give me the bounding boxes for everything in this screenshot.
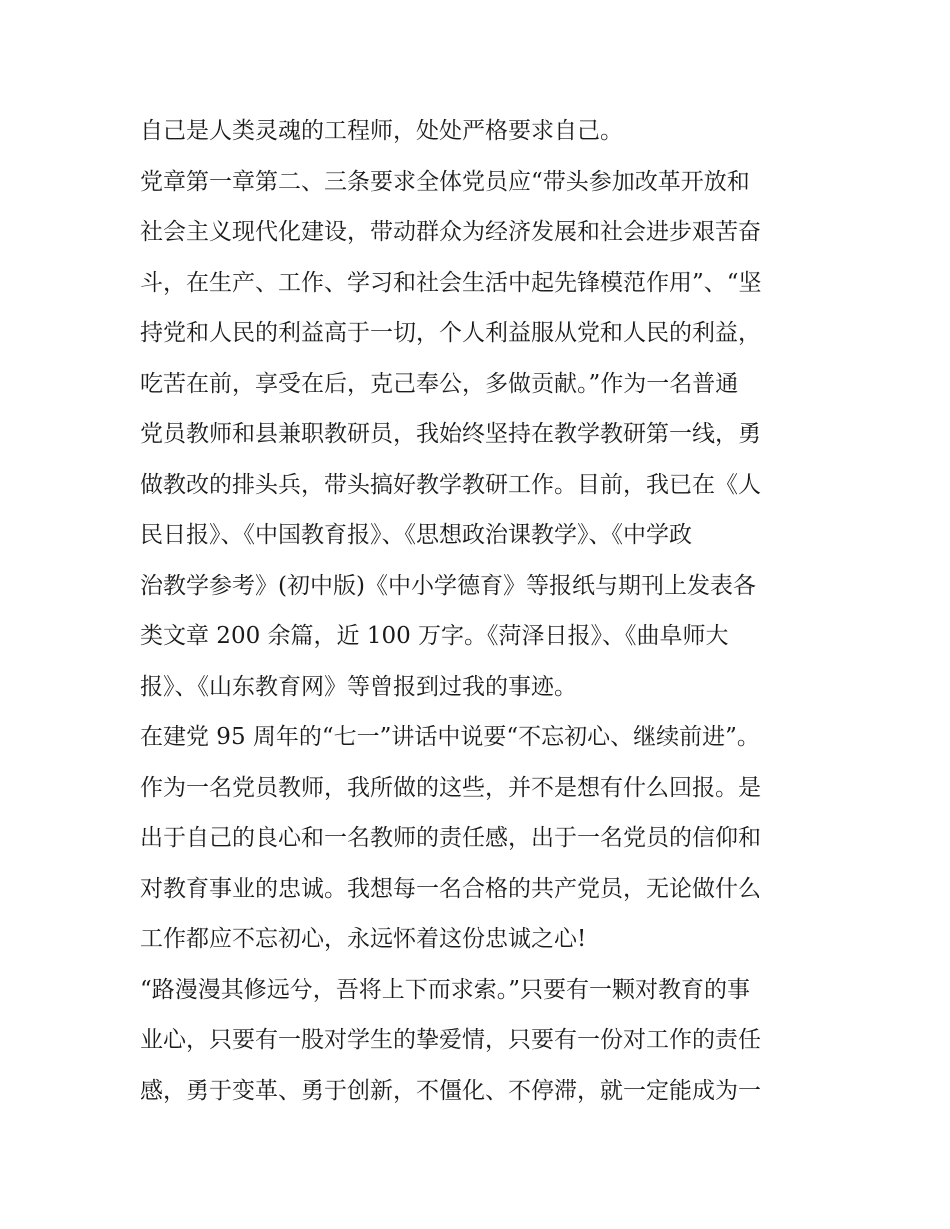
text-line: 自己是人类灵魂的工程师，处处严格要求自己。	[140, 118, 623, 144]
document-body	[140, 106, 820, 1116]
text-line: 民日报》、《中国教育报》、《思想政治课教学》、《中学政	[140, 522, 692, 548]
text-line: 出于自己的良心和一名教师的责任感，出于一名党员的信仰和	[140, 825, 761, 851]
text-line: 在建党 95 周年的“七一”讲话中说要“不忘初心、继续前进”。	[140, 724, 760, 750]
text-line: 做教改的排头兵，带头搞好教学教研工作。目前，我已在《人	[140, 471, 761, 498]
text-line: 党章第一章第二、三条要求全体党员应“带头参加改革开放和	[140, 168, 750, 195]
text-line: “路漫漫其修远兮，吾将上下而求索。”只要有一颗对教育的事	[140, 976, 751, 1003]
text-line: 斗，在生产、工作、学习和社会生活中起先锋模范作用”、“坚	[140, 269, 762, 296]
text-line: 感，勇于变革、勇于创新，不僵化、不停滞，就一定能成为一	[140, 1077, 761, 1104]
text-line: 持党和人民的利益高于一切，个人利益服从党和人民的利益，	[140, 320, 761, 346]
text-line: 对教育事业的忠诚。我想每一名合格的共产党员，无论做什么	[140, 875, 761, 902]
text-line: 吃苦在前，享受在后，克己奉公，多做贡献。”作为一名普通	[140, 370, 739, 397]
text-line: 治教学参考》(初中版)《中小学德育》等报纸与期刊上发表各	[140, 572, 756, 599]
text-line: 工作都应不忘初心，永远怀着这份忠诚之心!	[140, 926, 587, 952]
text-line: 作为一名党员教师，我所做的这些，并不是想有什么回报。是	[140, 774, 761, 801]
text-line: 业心，只要有一股对学生的挚爱情，只要有一份对工作的责任	[140, 1027, 761, 1053]
text-line: 报》、《山东教育网》等曾报到过我的事迹。	[140, 673, 577, 700]
text-line: 党员教师和县兼职教研员，我始终坚持在教学教研第一线，勇	[140, 421, 761, 447]
text-line: 社会主义现代化建设，带动群众为经济发展和社会进步艰苦奋	[140, 219, 761, 245]
text-line: 类文章 200 余篇，近 100 万字。《菏泽日报》、《曲阜师大	[140, 623, 729, 649]
